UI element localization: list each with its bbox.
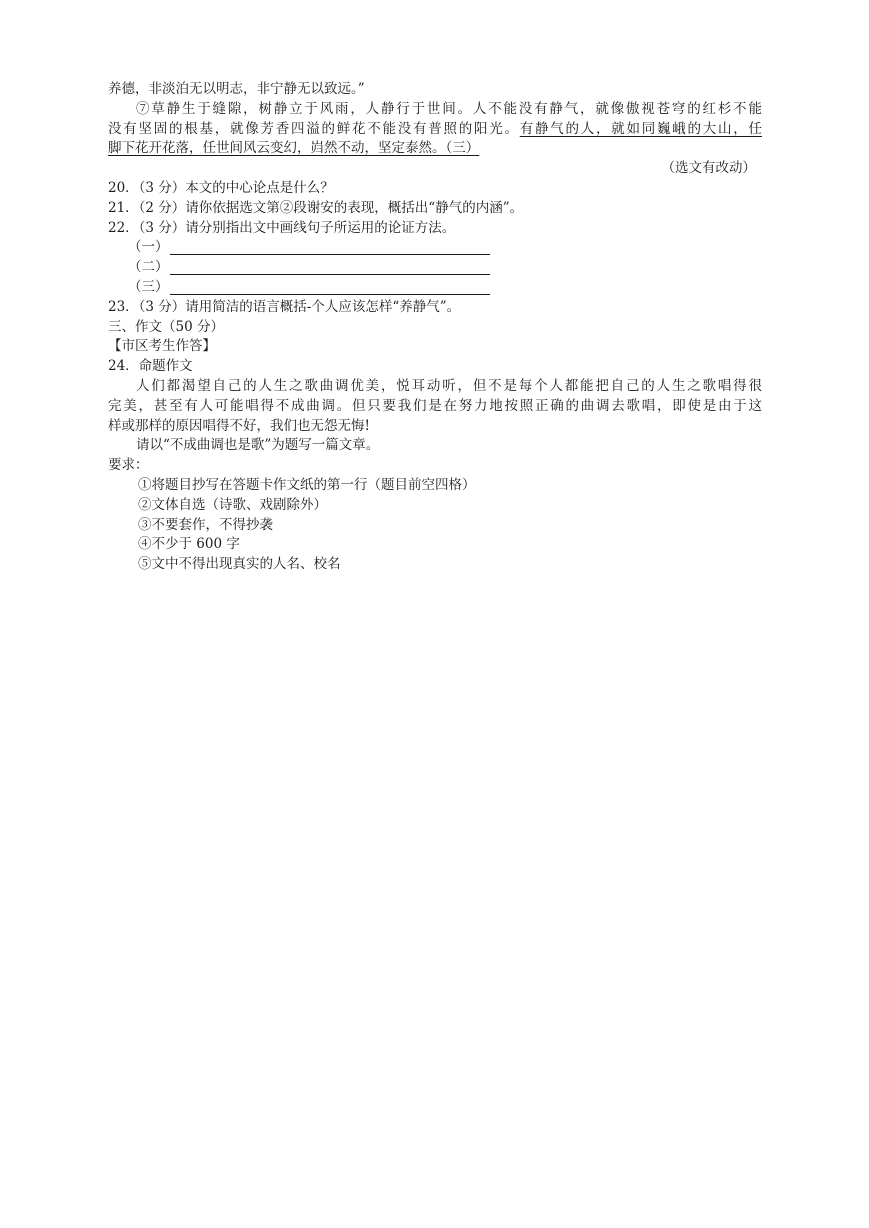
exam-page	[108, 80, 762, 575]
blank-label: （一）	[128, 239, 169, 256]
essay-prompt-line: 样或那样的原因唱得不好，我们也无怨无悔!	[108, 417, 370, 434]
underlined-sentence: 有静气的人，就如同巍峨的大山，任	[519, 120, 762, 137]
group-label: 【市区考生作答】	[108, 338, 216, 355]
answer-blank-row	[108, 238, 762, 258]
requirement-item: ③不要套作，不得抄袭	[138, 516, 273, 533]
answer-blank-line[interactable]	[170, 261, 490, 275]
answer-blank-row	[108, 278, 762, 298]
question-23: 23．（3 分）请用简洁的语言概括-个人应该怎样“养静气”。	[108, 298, 461, 315]
question-24: 24．命题作文	[108, 358, 193, 375]
requirements-label: 要求：	[108, 457, 149, 474]
essay-prompt-line: 完美，甚至有人可能唱得不成曲调。但只要我们是在努力地按照正确的曲调去歌唱，即使是由于这	[108, 397, 762, 414]
passage-text: 没有坚固的根基，就像芳香四溢的鲜花不能没有普照的阳光。	[108, 120, 520, 137]
requirement-item: ④不少于 600 字	[138, 536, 240, 553]
requirement-item: ②文体自选（诗歌、戏剧除外）	[138, 496, 327, 513]
source-note: （选文有改动）	[661, 160, 756, 177]
passage-paragraph-7-line: ⑦草静生于缝隙，树静立于风雨，人静行于世间。人不能没有静气，就像傲视苍穹的红杉不能	[136, 100, 762, 117]
passage-paragraph-7-line	[108, 139, 762, 159]
requirement-item: ⑤文中不得出现真实的人名、校名	[138, 556, 341, 573]
answer-blank-row	[108, 258, 762, 278]
answer-blank-line[interactable]	[170, 281, 490, 295]
blank-label: （二）	[128, 259, 169, 276]
essay-title-instruction: 请以“不成曲调也是歌”为题写一篇文章。	[136, 437, 380, 454]
question-20: 20．（3 分）本文的中心论点是什么？	[108, 179, 334, 196]
answer-blank-line[interactable]	[170, 241, 490, 255]
essay-prompt-line: 人们都渴望自己的人生之歌曲调优美，悦耳动听，但不是每个人都能把自己的人生之歌唱得很	[136, 377, 762, 394]
blank-label: （三）	[128, 278, 169, 295]
passage-paragraph-7-line	[108, 120, 762, 140]
question-21: 21．（2 分）请你依据选文第②段谢安的表现，概括出“静气的内涵”。	[108, 199, 524, 216]
passage-line: 养德，非淡泊无以明志，非宁静无以致远。”	[108, 81, 365, 97]
requirement-item: ①将题目抄写在答题卡作文纸的第一行（题目前空四格）	[138, 476, 476, 493]
section-title: 三、作文（50 分）	[108, 318, 224, 335]
question-22: 22．（3 分）请分别指出文中画线句子所运用的论证方法。	[108, 219, 456, 236]
underlined-sentence: 脚下花开花落，任世间风云变幻，岿然不动，坚定泰然。（三）	[108, 140, 480, 157]
